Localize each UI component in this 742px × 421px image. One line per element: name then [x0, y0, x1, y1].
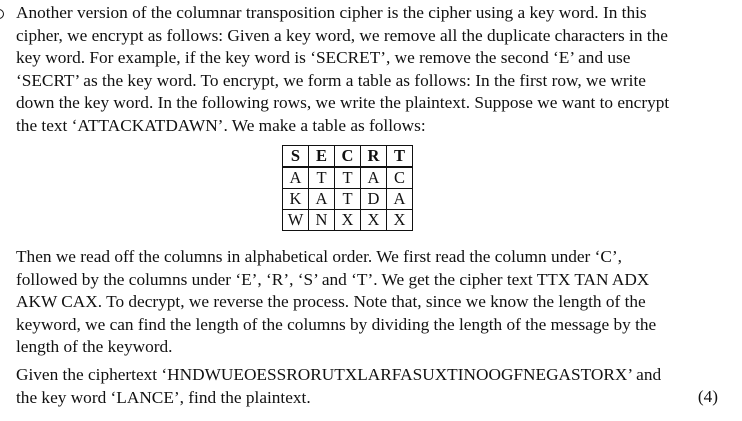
text-line: Given the ciphertext ‘HNDWUEOESSRORUTXLARFASUXTINOOGFNEGASTORX’ and: [16, 365, 662, 384]
key-cell: T: [387, 146, 413, 168]
table-cell: X: [335, 210, 361, 231]
table-cell: C: [387, 167, 413, 189]
key-row: [283, 146, 413, 168]
key-cell: S: [283, 146, 309, 168]
table-cell: K: [283, 189, 309, 210]
text-line: length of the keyword.: [16, 337, 173, 356]
table-cell: W: [283, 210, 309, 231]
table-cell: T: [335, 189, 361, 210]
table-cell: A: [283, 167, 309, 189]
text-line: the text ‘ATTACKATDAWN’. We make a table as follows:: [16, 115, 426, 135]
intro-paragraph: [16, 2, 728, 137]
plaintext-row: [283, 167, 413, 189]
plaintext-row: [283, 210, 413, 231]
explanation-paragraph: [16, 246, 728, 359]
table-cell: N: [309, 210, 335, 231]
table-cell: X: [387, 210, 413, 231]
table-cell: T: [309, 167, 335, 189]
cipher-table-container: [282, 145, 413, 231]
marks-label: (4): [697, 387, 718, 406]
bullet-marker: [0, 9, 4, 19]
key-cell: E: [309, 146, 335, 168]
table-cell: A: [309, 189, 335, 210]
key-cell: R: [361, 146, 387, 168]
text-line: followed by the columns under ‘E’, ‘R’, ‘S’ and ‘T’. We get the cipher text TTX TAN ADX: [16, 269, 650, 289]
text-line: the key word ‘LANCE’, find the plaintext.: [16, 387, 311, 407]
text-line: Another version of the columnar transposition cipher is the cipher using a key word. In this: [16, 3, 647, 22]
text-line: down the key word. In the following rows, we write the plaintext. Suppose we want to encrypt: [16, 93, 670, 112]
text-line: cipher, we encrypt as follows: Given a key word, we remove all the duplicate characters in the: [16, 25, 668, 45]
cipher-table: [282, 145, 413, 231]
text-line: key word. For example, if the key word is ‘SECRET’, we remove the second ‘E’ and use: [16, 48, 631, 67]
text-line: keyword, we can find the length of the columns by dividing the length of the message by the: [16, 314, 657, 334]
table-cell: D: [361, 189, 387, 210]
table-cell: T: [335, 167, 361, 189]
table-cell: A: [387, 189, 413, 210]
text-line: AKW CAX. To decrypt, we reverse the process. Note that, since we know the length of the: [16, 292, 646, 311]
table-cell: X: [361, 210, 387, 231]
key-cell: C: [335, 146, 361, 168]
plaintext-row: [283, 189, 413, 210]
table-cell: A: [361, 167, 387, 189]
text-line: Then we read off the columns in alphabetical order. We first read the column under ‘C’,: [16, 247, 622, 266]
question-paragraph: [16, 364, 728, 409]
text-line: ‘SECRT’ as the key word. To encrypt, we form a table as follows: In the first row, we write: [16, 70, 646, 90]
